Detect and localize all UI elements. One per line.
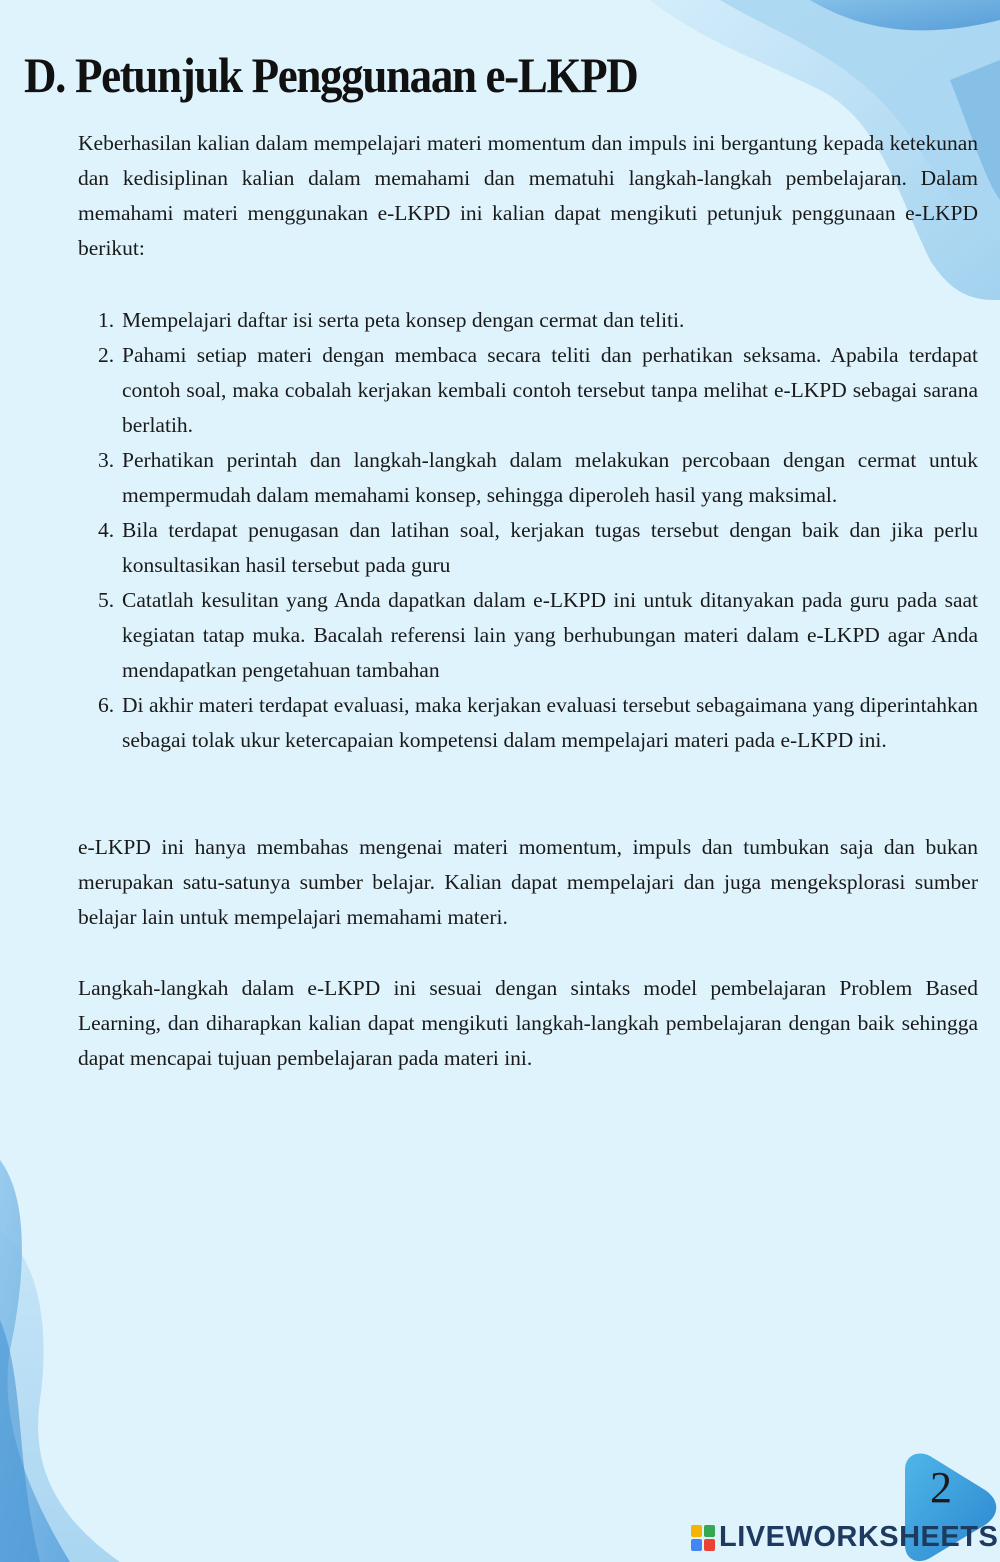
liveworksheets-watermark[interactable] <box>691 1521 998 1554</box>
list-item-text: Perhatikan perintah dan langkah-langkah dalam melakukan percobaan dengan cermat untuk mempermudah dalam memahami konsep, sehingga diperoleh hasil yang maksimal. <box>122 448 978 507</box>
list-item <box>78 583 978 688</box>
list-item-number: 3. <box>98 448 115 472</box>
list-item-text: Pahami setiap materi dengan membaca secara teliti dan perhatikan seksama. Apabila terdapat contoh soal, maka cobalah kerjakan kembali contoh tersebut tanpa melihat e-LKPD sebagai sarana berlatih. <box>122 343 978 437</box>
list-item-number: 6. <box>98 693 115 717</box>
list-item <box>78 338 978 443</box>
list-item-text: Di akhir materi terdapat evaluasi, maka kerjakan evaluasi tersebut sebagaimana yang diperintahkan sebagai tolak ukur ketercapaian kompetensi dalam mempelajari materi pada e-LKPD ini. <box>122 693 978 752</box>
list-item-text: Bila terdapat penugasan dan latihan soal, kerjakan tugas tersebut dengan baik dan jika perlu konsultasikan hasil tersebut pada guru <box>122 518 978 577</box>
watermark-text: LIVEWORKSHEETS <box>719 1521 999 1553</box>
list-item-text: Catatlah kesulitan yang Anda dapatkan dalam e-LKPD ini untuk ditanyakan pada guru pada saat kegiatan tatap muka. Bacalah referensi lain yang berhubungan materi dalam e-LKPD agar Anda mendapatkan pengetahuan tambahan <box>122 588 978 682</box>
liveworksheets-logo-icon <box>691 1525 715 1551</box>
list-item-number: 5. <box>98 588 115 612</box>
page-number: 2 <box>930 1463 952 1512</box>
page-title: D. Petunjuk Penggunaan e-LKPD <box>24 47 638 103</box>
scope-paragraph: e-LKPD ini hanya membahas mengenai materi momentum, impuls dan tumbukan saja dan bukan merupakan satu-satunya sumber belajar. Kalian dapat mempelajari dan juga mengeksplorasi sumber belajar lain untuk mempelajari memahami materi. <box>78 835 978 929</box>
list-item-number: 1. <box>98 308 115 332</box>
instruction-list <box>78 303 978 758</box>
list-item <box>78 688 978 758</box>
list-item-number: 4. <box>98 518 115 542</box>
list-item <box>78 303 978 338</box>
intro-paragraph: Keberhasilan kalian dalam mempelajari materi momentum dan impuls ini bergantung kepada ketekunan dan kedisiplinan kalian dalam memahami dan mematuhi langkah-langkah pembelajaran. Dalam memahami materi menggunakan e-LKPD ini kalian dapat mengikuti petunjuk penggunaan e-LKPD berikut: <box>78 131 978 260</box>
list-item <box>78 513 978 583</box>
list-item-text: Mempelajari daftar isi serta peta konsep dengan cermat dan teliti. <box>122 308 685 332</box>
list-item-number: 2. <box>98 343 115 367</box>
model-paragraph: Langkah-langkah dalam e-LKPD ini sesuai dengan sintaks model pembelajaran Problem Based Learning, dan diharapkan kalian dapat mengikuti langkah-langkah pembelajaran dengan baik sehingga dapat mencapai tujuan pembelajaran pada materi ini. <box>78 976 978 1070</box>
list-item <box>78 443 978 513</box>
